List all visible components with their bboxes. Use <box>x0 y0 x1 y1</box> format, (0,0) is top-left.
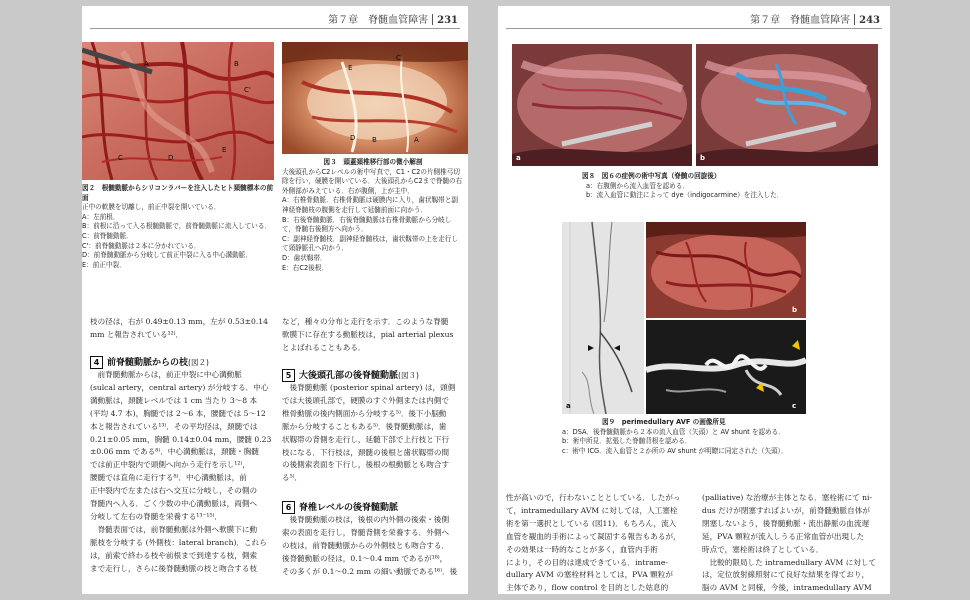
section-4-heading <box>90 355 209 369</box>
fig2-caption-line: B：前根に沿って入る根髄動脈で，前脊髄動脈に流入している． <box>82 222 272 231</box>
right-col1-body <box>506 492 681 594</box>
figure-8a-image <box>512 44 692 166</box>
text-line: まで走行し，さらに後脊髄動脈の枝と吻合する枝 <box>90 563 258 573</box>
text-line: 脈枝を分岐する (外側枝：lateral branch)．これら <box>90 537 267 547</box>
fig9-caption-line: a：DSA．後脊髄動脈から２本の流入血管（矢頭）と AV shunt を認める． <box>562 427 785 436</box>
text-line: 0.21±0.05 mm，胸髄 0.14±0.04 mm，腰髄 0.23 <box>90 434 272 444</box>
fig9-sublabel-c: c <box>792 402 797 410</box>
fig2-caption-line: C：前脊髄動脈． <box>82 231 133 240</box>
figure-2-caption <box>82 184 276 270</box>
text-line: 本と報告されている¹³⁾．その平均径は，頚髄では <box>90 421 258 431</box>
figure-8-caption <box>582 172 882 201</box>
section-6-number: 6 <box>282 501 295 514</box>
fig9-sublabel-b: b <box>792 306 798 314</box>
text-line: 脈から分岐することもある⁵⁾．後脊髄動脈は，歯 <box>282 421 447 431</box>
fig8-sublabel-a: a <box>516 154 521 162</box>
text-line: により，その目的は達成できている．intrame- <box>506 557 668 567</box>
fig3-caption-line: A：右椎骨動脈．右椎骨動脈は硬膜内に入り，歯状靱帯と副神経脊髄枝の腹側を走行して延髄前面に向かう． <box>282 196 458 214</box>
text-line: (平均 4.7 本)，胸髄では 2〜6 本，腰髄では 5〜12 <box>90 408 266 418</box>
right-page <box>498 6 890 594</box>
text-line: (palliative) な治療が主体となる．塞栓術にて ni- <box>702 493 873 502</box>
fig2-caption-line: E：前正中裂． <box>82 260 126 269</box>
section-6-heading <box>282 500 398 514</box>
text-line: (sulcal artery，central artery) が分岐する．中心 <box>90 382 269 392</box>
left-page <box>82 6 468 594</box>
fig2-caption-line: 正中の軟膜を切離し，前正中裂を開いている． <box>82 203 221 212</box>
fig9-caption-line: b：術中所見．拡張した脊髄背根を認める． <box>562 437 692 446</box>
section-5-title: 大後頭孔部の後脊髄動脈 <box>299 371 399 381</box>
left-chapter-title: 第７章 脊髄血管障害 <box>328 15 429 26</box>
fig8-caption-line: a：右腹側から流入血管を認める． <box>586 181 689 190</box>
text-line: 時点で，塞栓術は終了としている． <box>702 544 824 554</box>
fig2-label-e: E <box>222 146 227 154</box>
fig3-label-e: E <box>348 64 353 72</box>
fig2-caption-title: 図２ 根髄動脈からシリコンラバーを注入したヒト頚髄標本の前面 <box>82 184 274 202</box>
text-line: 脳の AVM と同様，今後，intramedullary AVM <box>702 583 872 593</box>
fig9-caption-line: c：術中 ICG．流入血管と２か所の AV shunt が明瞭に同定された（矢頭）． <box>562 446 788 455</box>
figure-9c-image <box>646 320 806 414</box>
text-line: では前正中裂内で頭側へ向かう走行を示し¹²⁾， <box>90 460 250 470</box>
section-5-ref: (図３) <box>398 371 419 380</box>
fig2-label-c-prime: C' <box>244 86 251 94</box>
text-line: 後脊髄動脈の枝は，後根の内外側の後索・後側 <box>282 515 450 524</box>
left-col2-intro <box>282 316 453 355</box>
section-5-body <box>282 382 455 485</box>
figure-2-image <box>82 42 274 180</box>
fig3-label-c: C <box>396 54 401 62</box>
right-col2-body <box>702 492 876 594</box>
text-line: dullary AVM の塞栓材料としては，PVA 顆粒が <box>506 570 673 580</box>
section-5-heading <box>282 368 419 382</box>
figure-9-caption <box>562 418 872 456</box>
fig2-label-a: A <box>144 60 149 68</box>
text-line: て，intramedullary AVM に対しては，人工塞栓 <box>506 505 678 515</box>
text-line: 主体であり，flow control を目的とした姑息的 <box>506 583 669 593</box>
text-line: 軟膜下に存在する動脈枝は，pial arterial plexus <box>282 329 454 339</box>
text-line: とよばれることもある． <box>282 342 366 352</box>
figure-8a-photo <box>512 44 692 166</box>
text-line: は，定位放射線照射にて良好な結果を得ており， <box>702 570 870 580</box>
figure-9a-image <box>562 222 644 414</box>
left-col1-intro <box>90 316 268 342</box>
text-line: 後脊髄動脈の径は，0.1〜0.4 mm であるが¹⁸⁾， <box>282 553 448 563</box>
figure-9b-photo <box>646 222 806 318</box>
fig3-caption-line: E：右C2後根． <box>282 263 328 272</box>
text-line: 脊髄表面では，前脊髄動脈は外側へ軟膜下に動 <box>90 524 258 534</box>
text-line: 前脊髄動脈からは，前正中裂に中心溝動脈 <box>90 370 242 379</box>
text-line: の枝は，前脊髄動脈からの外側枝とも吻合する． <box>282 540 450 550</box>
figure-3-photo <box>282 42 468 154</box>
fig2-caption-line: A：左前根． <box>82 212 120 221</box>
text-line: その多くが 0.1〜0.2 mm の細い動脈である¹⁶⁾．後 <box>282 566 458 576</box>
fig3-caption-title: 図３ 頭蓋頚椎移行部の微小解剖 <box>323 158 423 166</box>
fig3-label-d: D <box>350 134 356 142</box>
fig8-caption-line: b：流入血管に動注によって dye（indigocarmine）を注入した． <box>586 191 784 200</box>
right-chapter-title: 第７章 脊髄血管障害 <box>750 15 851 26</box>
section-4-number: 4 <box>90 356 103 369</box>
text-line: 比較的限局した intramedullary AVM に対して <box>702 557 877 567</box>
figure-8b-photo <box>696 44 878 166</box>
text-line: 溝動脈は，頚髄レベルでは 1 cm 当たり 3〜8 本 <box>90 395 258 405</box>
text-line: 術を第一選択としている (図11)．もちろん，流入 <box>506 518 677 528</box>
fig3-caption-line: D：歯状靱帯． <box>282 253 327 262</box>
left-page-header <box>328 11 458 26</box>
text-line: 脊髄内へ入る．ごく少数の中心溝動脈は，両側へ <box>90 499 258 509</box>
text-line: る⁵⁾． <box>282 473 303 483</box>
text-line: 後脊髄動脈 (posterior spinal artery) は，頭側 <box>282 383 456 392</box>
fig8-sublabel-b: b <box>700 154 706 162</box>
section-6-body <box>282 514 457 579</box>
text-line: の後側索表面を下行し，後根の根動脈とも吻合す <box>282 460 450 470</box>
fig2-caption-line: C'：前脊髄動脈は２本に分かれている． <box>82 241 201 250</box>
text-line: ±0.06 mm である⁸⁾．中心溝動脈は，頚髄・胸髄 <box>90 447 259 457</box>
text-line: など，種々の分布と走行を示す．このような脊髄 <box>282 317 449 326</box>
right-header-rule <box>506 28 882 29</box>
fig2-label-b: B <box>234 60 239 68</box>
fig3-caption-line: 大後頭孔からC2レベルの術中写真で，C1・C2の片側椎弓切除を行い，硬膜を開いている．大後頭孔からC2まで脊髄の右外側部がみえている．右が腹側，上が主中． <box>282 167 463 195</box>
fig3-caption-line: B：右後脊髄動脈．右後脊髄動脈は右椎骨動脈から分岐して，脊髄右後側方へ向かう． <box>282 215 452 234</box>
text-line: mm と報告されている¹²⁾． <box>90 329 184 339</box>
right-page-header <box>750 11 880 26</box>
figure-3-caption <box>282 158 464 273</box>
fig2-label-d: D <box>168 154 174 162</box>
fig9-caption-title: 図９ perimedullary AVF の画像所見 <box>602 418 726 426</box>
fig2-label-c: C <box>118 154 123 162</box>
figure-2-photo <box>82 42 274 180</box>
figure-8b-image <box>696 44 878 166</box>
fig8-caption-title: 図８ 図６の症例の術中写真（脊髄の回旋後） <box>582 172 721 180</box>
fig3-label-a: A <box>414 136 419 144</box>
text-line: 閉塞しないよう，後脊髄動脈・流出静脈の血流遅 <box>702 518 870 528</box>
text-line: 分岐して左右の脊髄を栄養する¹³⁻¹⁵⁾． <box>90 511 222 521</box>
section-4-ref: (図２) <box>188 358 209 367</box>
left-header-rule <box>90 28 460 29</box>
text-line: 性が高いので，行わないこととしている．したがっ <box>506 493 681 502</box>
figure-9c-photo <box>646 320 806 414</box>
left-page-number: 231 <box>437 15 458 26</box>
right-page-number: 243 <box>859 15 880 26</box>
text-line: 枝の径は，右が 0.49±0.13 mm，左が 0.53±0.14 <box>90 317 268 326</box>
section-4-title: 前脊髄動脈からの枝 <box>107 358 189 368</box>
figure-9b-image <box>646 222 806 318</box>
fig9-sublabel-a: a <box>566 402 571 410</box>
fig3-label-b: B <box>372 136 377 144</box>
text-line: 血管を観血的手術によって凝固する報告もあるが， <box>506 531 681 541</box>
text-line: その効果は一時的なことが多く，血管内手術 <box>506 544 658 554</box>
text-line: 正中裂内で左または右へ交互に分岐し，その側の <box>90 486 258 496</box>
section-4-body <box>90 369 271 576</box>
text-line: dus だけが閉塞すればよいが，前脊髄動脈自体が <box>702 505 870 515</box>
text-line: では大後頭孔部で，硬膜のすぐ外側または内側で <box>282 395 449 405</box>
figure-9a-photo <box>562 222 644 414</box>
text-line: 椎骨動脈の後内側面から分岐する⁵⁾．後下小脳動 <box>282 408 447 418</box>
fig2-caption-line: D：前脊髄動脈から分岐して前正中裂に入る中心溝動脈． <box>82 251 252 260</box>
text-line: 腰髄では直角に走行する⁸⁾．中心溝動脈は，前 <box>90 473 247 483</box>
fig3-caption-line: C：副神経脊髄枝．副神経脊髄枝は，歯状靱帯の上を走行して頸静脈孔へ向かう． <box>282 234 459 253</box>
section-6-title: 脊椎レベルの後脊髄動脈 <box>299 503 399 513</box>
text-line: 索の表面を走行し，脊髄背側を栄養する．外側へ <box>282 527 450 537</box>
text-line: 延，PVA 顆粒が流入しうる正常血管が出現した <box>702 531 865 541</box>
section-5-number: 5 <box>282 369 295 382</box>
text-line: 枝になる．下行枝は，頚髄の後根と歯状靱帯の間 <box>282 447 450 457</box>
text-line: は，前索で終わる枝や前根まで到達する枝，側索 <box>90 550 258 560</box>
text-line: 状靱帯の背側を走行し，延髄下部で上行枝と下行 <box>282 434 450 444</box>
